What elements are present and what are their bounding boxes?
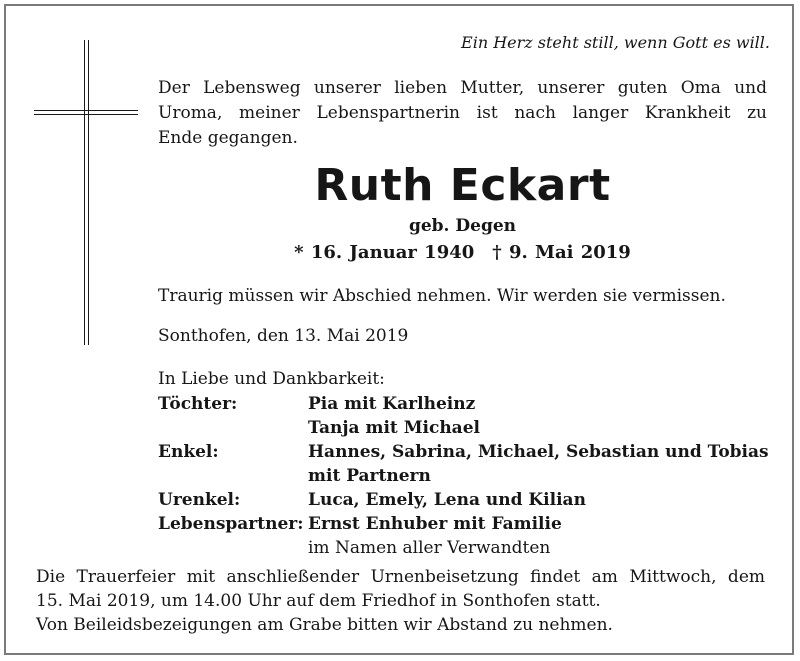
intro-line: Uroma, meiner Lebenspartnerin ist nach langer Krankheit zu bbox=[158, 103, 767, 123]
intro-paragraph bbox=[158, 76, 767, 151]
relatives-note: im Namen aller Verwandten bbox=[308, 538, 551, 558]
thanks-line: In Liebe und Dankbarkeit: bbox=[158, 369, 385, 389]
family-members: Luca, Emely, Lena und Kilian bbox=[308, 490, 586, 510]
family-members: mit Partnern bbox=[308, 466, 431, 486]
intro-line: Der Lebensweg unserer lieben Mutter, unserer guten Oma und bbox=[158, 78, 767, 98]
relation-label: Töchter: bbox=[158, 394, 238, 414]
ceremony-line: 15. Mai 2019, um 14.00 Uhr auf dem Friedhof in Sonthofen statt. bbox=[36, 591, 601, 611]
life-dates bbox=[158, 242, 767, 263]
family-members: Hannes, Sabrina, Michael, Sebastian und Tobias bbox=[308, 442, 769, 462]
motto-quote: Ein Herz steht still, wenn Gott es will. bbox=[461, 33, 770, 52]
mourning-text: Traurig müssen wir Abschied nehmen. Wir werden sie vermissen. bbox=[158, 286, 726, 306]
cross-vertical-beam bbox=[84, 40, 89, 345]
deceased-name: Ruth Eckart bbox=[314, 160, 611, 211]
death-date: † 9. Mai 2019 bbox=[492, 242, 631, 263]
place-date: Sonthofen, den 13. Mai 2019 bbox=[158, 326, 409, 346]
relation-label: Urenkel: bbox=[158, 490, 241, 510]
maiden-name: geb. Degen bbox=[408, 216, 517, 236]
intro-line: Ende gegangen. bbox=[158, 128, 298, 148]
ceremony-line: Von Beileidsbezeigungen am Grabe bitten wir Abstand zu nehmen. bbox=[36, 615, 613, 635]
cross-horizontal-beam bbox=[34, 110, 138, 115]
family-members: Tanja mit Michael bbox=[308, 418, 480, 438]
family-members: Pia mit Karlheinz bbox=[308, 394, 476, 414]
family-members: Ernst Enhuber mit Familie bbox=[308, 514, 562, 534]
ceremony-line: Die Trauerfeier mit anschließender Urnenbeisetzung findet am Mittwoch, dem bbox=[36, 567, 765, 587]
relation-label: Enkel: bbox=[158, 442, 219, 462]
ceremony-paragraph bbox=[36, 565, 765, 637]
relation-label: Lebenspartner: bbox=[158, 514, 304, 534]
birth-date: * 16. Januar 1940 bbox=[294, 242, 475, 263]
